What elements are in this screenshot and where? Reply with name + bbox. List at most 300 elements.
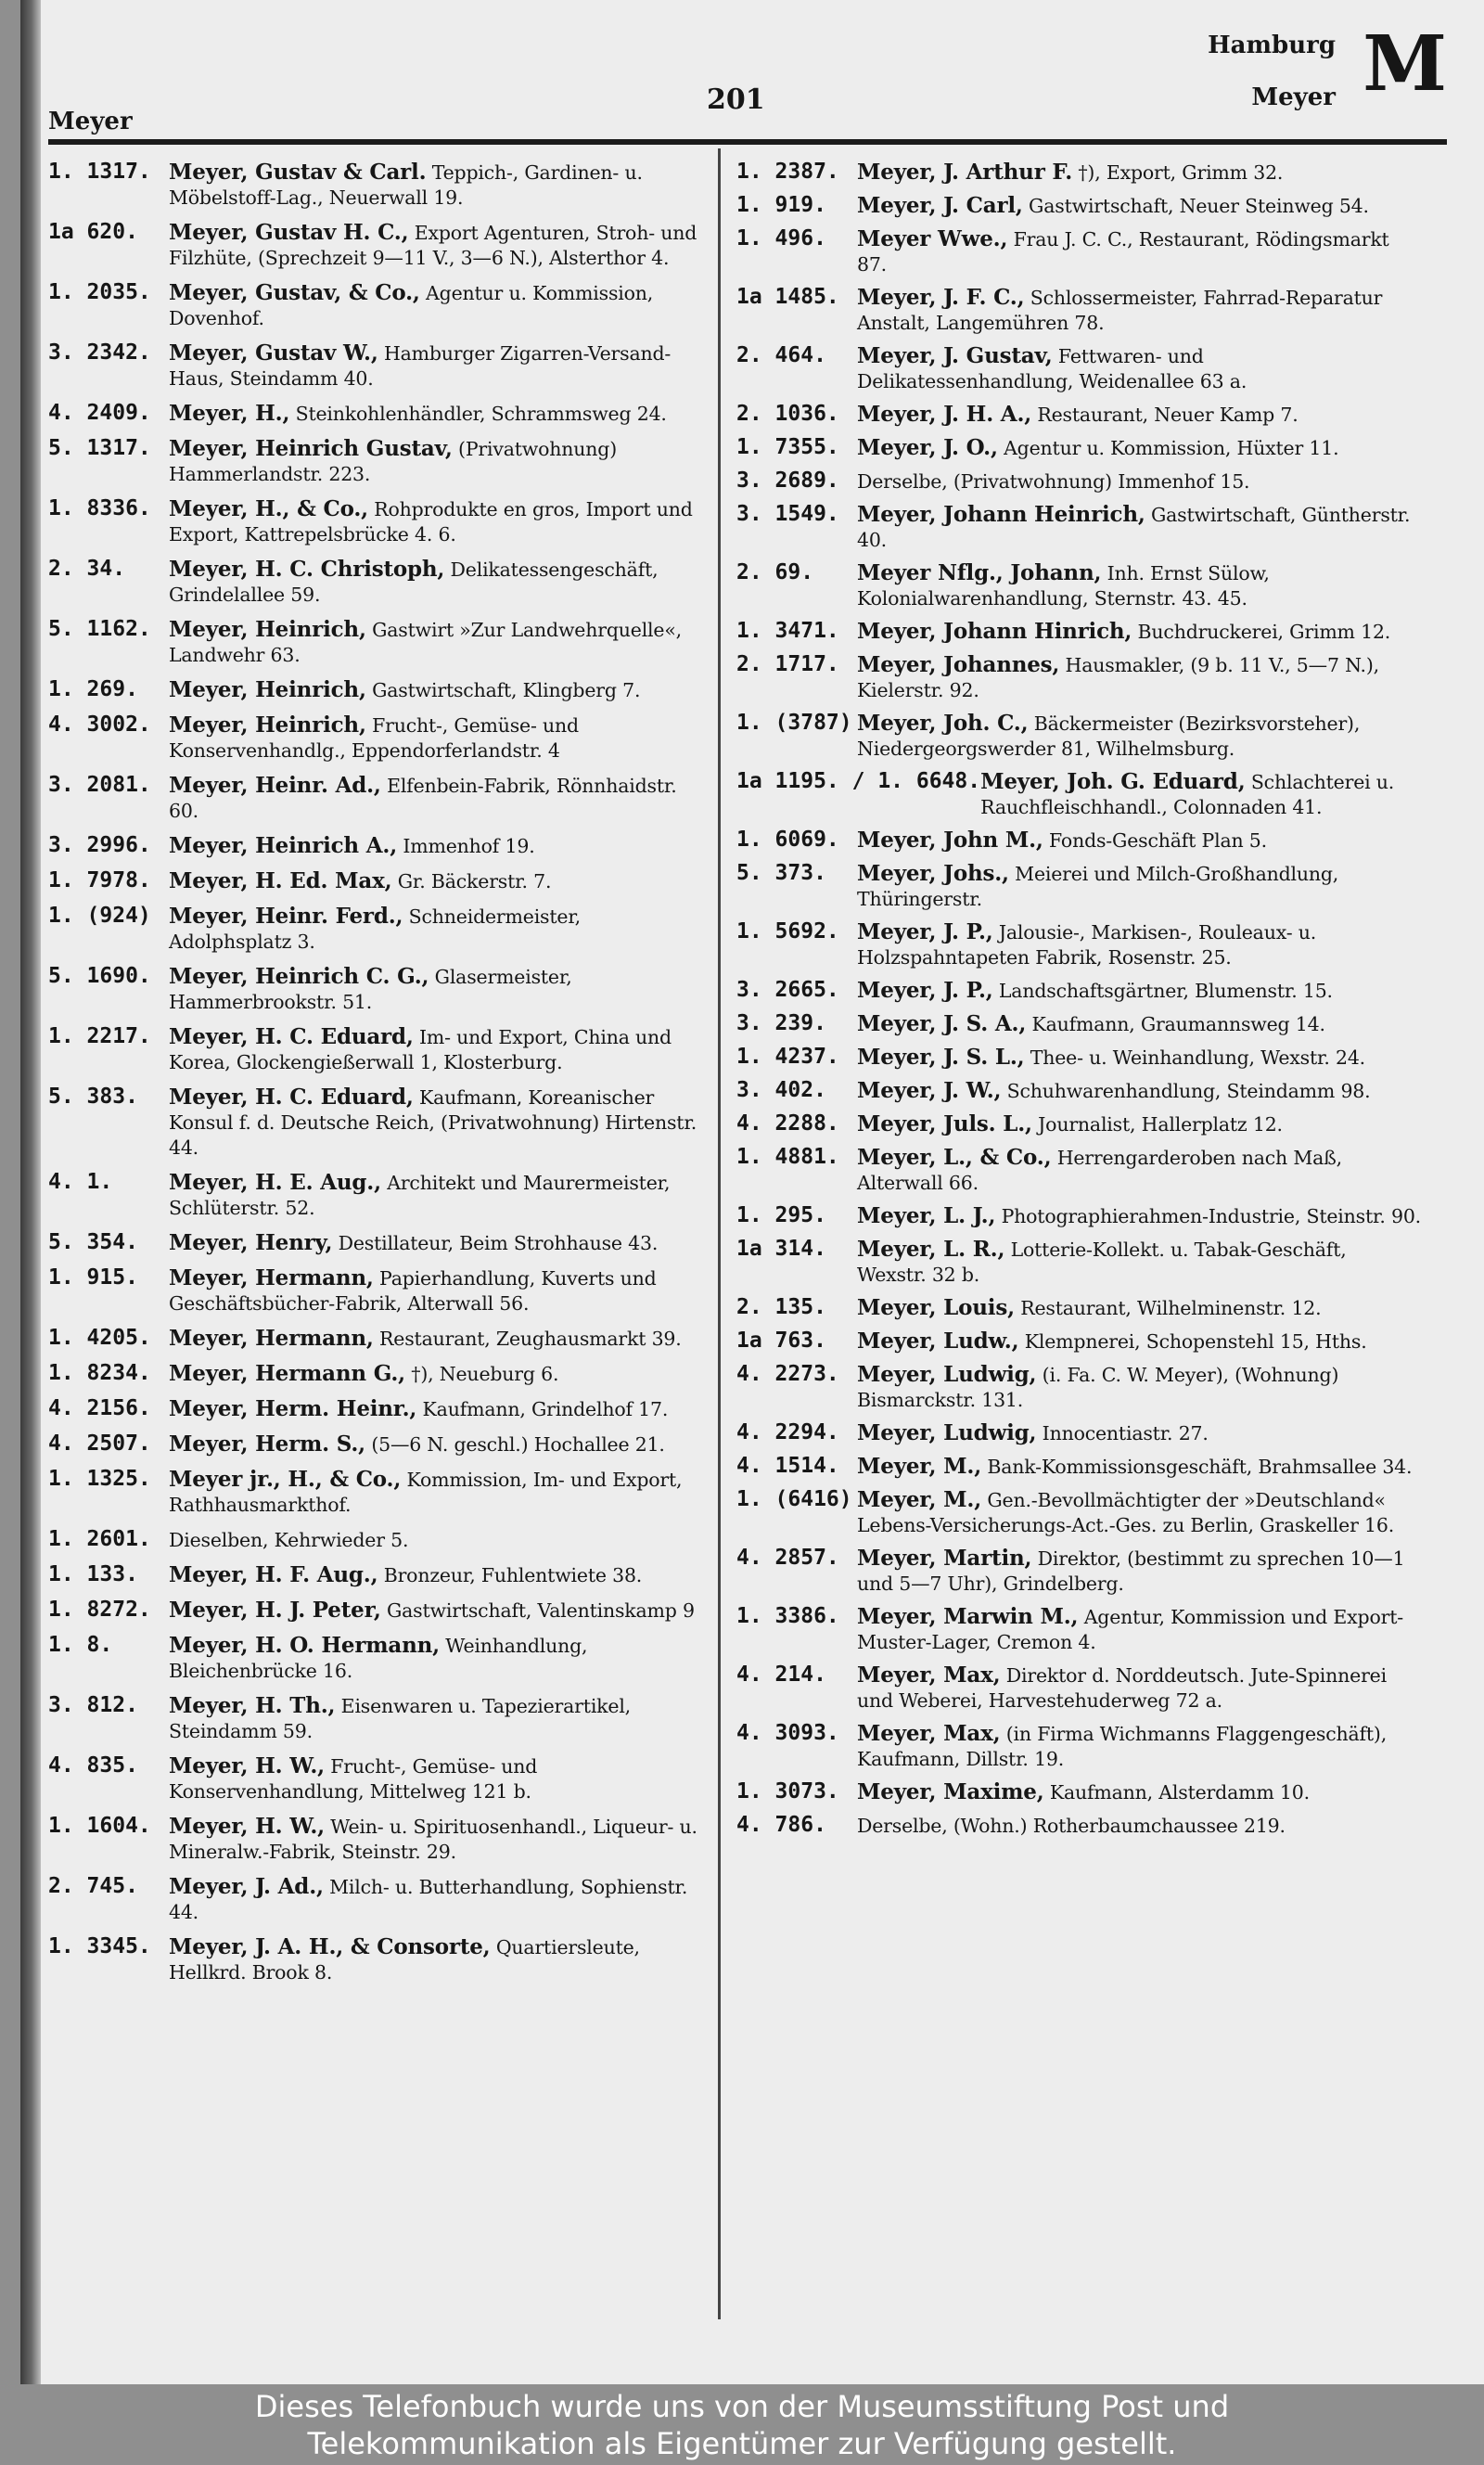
directory-entry [48,1170,697,1221]
phone-number: 1a 620. [48,220,138,244]
phone-number: 1. (3787) [736,711,852,735]
subscriber-name: Meyer, J. S. A., [857,1011,1027,1036]
subscriber-name: Meyer, J. W., [857,1078,1002,1103]
directory-entry [736,1420,1421,1446]
entry-text [857,343,1421,394]
subscriber-details: Derselbe, (Privatwohnung) Immenhof 15. [857,470,1250,493]
subscriber-name: Meyer, L. J., [857,1203,996,1228]
entry-text [169,401,697,427]
entry-text [169,340,697,392]
subscriber-name: Meyer, Ludwig, [857,1362,1037,1387]
subscriber-name: Meyer, Martin, [857,1546,1032,1571]
entry-text [857,978,1421,1004]
phone-number: 1. (6416) [736,1487,852,1511]
phone-number: 1. 7978. [48,868,151,892]
phone-number: 1. 5692. [736,919,839,944]
directory-entry [48,340,697,392]
entry-text [169,1170,697,1221]
entry-text [169,1527,697,1553]
entry-text [857,226,1421,277]
entry-text [857,193,1421,219]
phone-number: 4. 3002. [48,713,151,737]
entry-text [169,1265,697,1316]
directory-entry [736,1045,1421,1071]
subscriber-details: Kaufmann, Graumannsweg 14. [1026,1013,1325,1035]
phone-number: 1. (924) [48,904,151,928]
subscriber-details: Landschaftsgärtner, Blumenstr. 15. [992,980,1333,1002]
subscriber-name: Meyer, Heinr. Ferd., [169,904,403,929]
phone-number: 1a 1485. [736,285,839,309]
phone-number: 3. 1549. [736,502,839,526]
phone-number: 5. 383. [48,1085,138,1109]
phone-number: 1. 2387. [736,160,839,184]
directory-entry [736,1011,1421,1037]
subscriber-name: Meyer, Heinrich C. G., [169,964,429,989]
phone-number: 1. 8. [48,1633,113,1657]
phone-number: 2. 135. [736,1295,826,1319]
entry-text [857,1779,1421,1805]
directory-entry [736,160,1421,186]
phone-number: 3. 812. [48,1693,138,1717]
directory-entry [736,1663,1421,1714]
directory-entry [48,1527,697,1553]
directory-entry [736,1145,1421,1196]
subscriber-details: Bank-Kommissionsgeschäft, Brahmsallee 34. [981,1456,1413,1478]
entry-text [980,769,1421,820]
subscriber-name: Meyer, J. Gustav, [857,343,1053,368]
directory-entry [48,677,697,703]
column-separator [718,148,721,2319]
directory-entry [736,193,1421,219]
subscriber-name: Meyer, Heinrich Gustav, [169,436,453,461]
directory-entry [736,1721,1421,1772]
entry-text [169,1396,697,1422]
entry-text [169,1562,697,1588]
subscriber-details: Journalist, Hallerplatz 12. [1031,1113,1283,1136]
phone-number: 3. 2689. [736,469,839,493]
subscriber-details: Kommission, Im- und Export, Rathhausmarkthof. [169,1469,683,1516]
phone-number: 2. 1717. [736,652,839,676]
entry-text [169,964,697,1015]
subscriber-name: Meyer, Joh. G. Eduard, [980,769,1246,794]
entry-text [857,1663,1421,1714]
entry-text [169,160,697,211]
subscriber-name: Meyer, H. E. Aug., [169,1170,381,1195]
directory-entry [736,1779,1421,1805]
directory-entry [736,919,1421,970]
subscriber-details: †), Export, Grimm 32. [1072,161,1284,184]
entry-text [169,1814,697,1865]
directory-entry [48,1598,697,1624]
subscriber-details: Gr. Bäckerstr. 7. [391,870,552,892]
directory-entry [48,1326,697,1352]
subscriber-details: Agentur u. Kommission, Hüxter 11. [997,437,1339,459]
subscriber-details: Hausmakler, (9 b. 11 V., 5—7 N.), Kielerstr. 92. [857,654,1379,701]
entry-text [169,833,697,859]
entry-text [857,1362,1421,1413]
entry-text [857,1454,1421,1480]
subscriber-name: Meyer, Johs., [857,861,1009,886]
phone-number: 1. 295. [736,1203,826,1227]
subscriber-details: Delikatessengeschäft, Grindelallee 59. [169,558,659,606]
directory-entry [48,1024,697,1075]
subscriber-details: Gastwirtschaft, Neuer Steinweg 54. [1022,195,1369,217]
directory-entry [48,220,697,271]
phone-number: 5. 1317. [48,436,151,460]
phone-number: 1. 496. [736,226,826,250]
subscriber-details: Kaufmann, Grindelhof 17. [416,1398,669,1420]
entry-text [857,469,1421,494]
phone-number: 1. 4237. [736,1045,839,1069]
phone-number: 4. 2507. [48,1431,151,1456]
subscriber-name: Meyer, H., & Co., [169,496,368,521]
subscriber-details: Meierei und Milch-Großhandlung, Thüringerstr. [857,863,1339,910]
directory-entry [736,502,1421,553]
entry-text [857,861,1421,912]
directory-entry [48,617,697,668]
entry-text [169,1361,697,1387]
subscriber-name: Meyer, H. W., [169,1753,325,1778]
subscriber-name: Meyer, Max, [857,1721,1001,1746]
subscriber-details: Restaurant, Zeughausmarkt 39. [373,1328,682,1350]
phone-number: 1. 4205. [48,1326,151,1350]
attribution-line-2: Telekommunikation als Eigentümer zur Verfügung gestellt. [307,2426,1177,2461]
entry-text [169,1467,697,1518]
phone-number: 2. 745. [48,1874,138,1898]
subscriber-name: Meyer, Gustav H. C., [169,220,409,245]
entry-text [857,560,1421,611]
subscriber-details: Buchdruckerei, Grimm 12. [1132,621,1391,643]
entry-text [857,619,1421,645]
phone-number: 4. 2288. [736,1111,839,1136]
subscriber-details: Hamburger Zigarren-Versand-Haus, Steindamm 40. [169,342,672,390]
directory-entry [48,496,697,547]
directory-entry [48,904,697,955]
subscriber-name: Meyer, Juls. L., [857,1111,1032,1136]
phone-number: 1. 2035. [48,280,151,304]
phone-number: 4. 214. [736,1663,826,1687]
subscriber-details: Im- und Export, China und Korea, Glockengießerwall 1, Klosterburg. [169,1026,672,1073]
subscriber-name: Meyer, Hermann, [169,1326,374,1351]
directory-entry [48,1874,697,1925]
entry-text [169,1633,697,1684]
subscriber-details: (in Firma Wichmanns Flaggengeschäft), Kaufmann, Dillstr. 19. [857,1723,1388,1770]
directory-entry [736,343,1421,394]
subscriber-details: Lotterie-Kollekt. u. Tabak-Geschäft, Wexstr. 32 b. [857,1239,1347,1286]
subscriber-details: Fonds-Geschäft Plan 5. [1043,829,1267,852]
subscriber-details: Photographierahmen-Industrie, Steinstr. 90. [995,1205,1421,1227]
subscriber-name: Meyer, J. Arthur F. [857,160,1073,185]
directory-entry [48,1085,697,1161]
phone-number: 1. 3471. [736,619,839,643]
subscriber-details: Restaurant, Wilhelminenstr. 12. [1014,1297,1322,1319]
directory-entry [736,1237,1421,1288]
subscriber-details: Frucht-, Gemüse- und Konservenhandlung, Mittelweg 121 b. [169,1755,538,1803]
entry-text [857,1546,1421,1597]
phone-number: 1. 1317. [48,160,151,184]
subscriber-name: Meyer, H. W., [169,1814,325,1839]
subscriber-name: Meyer, Joh. C., [857,711,1029,736]
entry-text [857,285,1421,336]
subscriber-name: Meyer, L., & Co., [857,1145,1052,1170]
phone-number: 1. 4881. [736,1145,839,1169]
directory-entry [736,861,1421,912]
subscriber-details: Glasermeister, Hammerbrookstr. 51. [169,966,572,1013]
phone-number: 4. 1514. [736,1454,839,1478]
entry-text [169,1598,697,1624]
directory-entry [48,1361,697,1387]
entry-text [857,435,1421,461]
phone-number: 1. 8234. [48,1361,151,1385]
directory-entry [736,769,1421,820]
subscriber-name: Meyer, Johannes, [857,652,1060,677]
phone-number: 2. 464. [736,343,826,367]
phone-number: 1. 1325. [48,1467,151,1491]
subscriber-details: (Privatwohnung) Hammerlandstr. 223. [169,438,618,485]
subscriber-details: Thee- u. Weinhandlung, Wexstr. 24. [1024,1046,1365,1069]
entry-text [857,1045,1421,1071]
phone-number: 1a 763. [736,1329,826,1353]
phone-number: 4. 786. [736,1813,826,1837]
subscriber-name: Meyer, J. Ad., [169,1874,324,1899]
subscriber-details: Schuhwarenhandlung, Steindamm 98. [1001,1080,1371,1102]
subscriber-details: Schlachterei u. Rauchfleischhandl., Colonnaden 41. [980,771,1395,818]
phone-number: 1. 3073. [736,1779,839,1804]
subscriber-details: Export Agenturen, Stroh- und Filzhüte, (Sprechzeit 9—11 V., 3—6 N.), Alsterthor 4. [169,222,697,269]
entry-text [857,1295,1421,1321]
directory-entry [736,226,1421,277]
subscriber-details: Fettwaren- und Delikatessenhandlung, Weidenallee 63 a. [857,345,1247,392]
directory-entry [48,1633,697,1684]
directory-entry [736,1487,1421,1538]
running-head-city: Hamburg [1208,32,1336,59]
phone-number: 1. 1604. [48,1814,151,1838]
phone-number: 1. 2217. [48,1024,151,1048]
entry-text [857,1111,1421,1137]
entry-text [169,677,697,703]
subscriber-details: Wein- u. Spirituosenhandl., Liqueur- u. Mineralw.-Fabrik, Steinstr. 29. [169,1816,697,1863]
subscriber-details: Agentur, Kommission und Export-Muster-Lager, Cremon 4. [857,1606,1403,1653]
phone-number: 2. 34. [48,557,126,581]
phone-number: 1. 919. [736,193,826,217]
subscriber-details: Bronzeur, Fuhlentwiete 38. [377,1564,643,1586]
subscriber-details: Frau J. C. C., Restaurant, Rödingsmarkt 87. [857,228,1389,276]
phone-number: 1. 915. [48,1265,138,1290]
directory-entry [736,285,1421,336]
section-letter: M [1362,19,1447,109]
entry-text [857,1487,1421,1538]
phone-number: 3. 2081. [48,773,151,797]
subscriber-name: Meyer, J. F. C., [857,285,1025,310]
subscriber-name: Meyer, Johann Hinrich, [857,619,1132,644]
subscriber-name: Meyer, H. F. Aug., [169,1562,378,1587]
directory-entry [48,401,697,427]
page-number: 201 [707,83,765,116]
directory-entry [736,560,1421,611]
entry-text [169,1753,697,1804]
subscriber-details: Papierhandlung, Kuverts und Geschäftsbücher-Fabrik, Alterwall 56. [169,1267,657,1315]
directory-entry [48,773,697,824]
phone-number: 2. 69. [736,560,814,584]
directory-entry [48,1265,697,1316]
entry-text [169,1874,697,1925]
phone-number: 4. 2409. [48,401,151,425]
phone-number: 4. 2857. [736,1546,839,1570]
subscriber-name: Meyer, H. C. Eduard, [169,1085,414,1110]
subscriber-details: Destillateur, Beim Strohhause 43. [332,1232,659,1254]
directory-entry [736,1454,1421,1480]
right-column [736,147,1421,1839]
subscriber-name: Meyer, Henry, [169,1230,333,1255]
subscriber-name: Meyer, Herm. Heinr., [169,1396,417,1421]
attribution-footer [0,2384,1484,2465]
subscriber-name: Meyer, John M., [857,828,1043,853]
subscriber-name: Meyer, J. O., [857,435,998,460]
directory-entry [736,435,1421,461]
subscriber-details: Quartiersleute, Hellkrd. Brook 8. [169,1936,640,1984]
subscriber-details: Weinhandlung, Bleichenbrücke 16. [169,1635,588,1682]
directory-entry [736,828,1421,854]
directory-entry [736,1546,1421,1597]
phone-number: 1. 133. [48,1562,138,1586]
attribution-line-1: Dieses Telefonbuch wurde uns von der Museumsstiftung Post und [254,2389,1230,2424]
subscriber-details: Innocentiastr. 27. [1036,1422,1209,1444]
subscriber-name: Meyer Wwe., [857,226,1008,251]
directory-entry [736,652,1421,703]
subscriber-details: †), Neueburg 6. [404,1363,559,1385]
directory-entry [736,1203,1421,1229]
phone-number: 1. 7355. [736,435,839,459]
subscriber-name: Meyer, J. P., [857,978,993,1003]
directory-entry [48,1230,697,1256]
subscriber-details: Gastwirtschaft, Güntherstr. 40. [857,504,1411,551]
subscriber-details: Frucht-, Gemüse- und Konservenhandlg., Eppendorferlandstr. 4 [169,714,579,762]
phone-number: 4. 2156. [48,1396,151,1420]
subscriber-details: Herrengarderoben nach Maß, Alterwall 66. [857,1147,1342,1194]
directory-entry [48,1396,697,1422]
phone-number: 5. 1690. [48,964,151,988]
phone-number: 4. 3093. [736,1721,839,1745]
entry-text [857,402,1421,428]
entry-text [857,1813,1421,1839]
subscriber-name: Meyer, H. J. Peter, [169,1598,381,1623]
directory-entry [736,1813,1421,1839]
directory-entry [48,1753,697,1804]
left-column [48,147,697,1985]
phone-number: 3. 2665. [736,978,839,1002]
entry-text [857,1721,1421,1772]
entry-text [169,280,697,331]
subscriber-details: Gen.-Bevollmächtigter der »Deutschland« Lebens-Versicherungs-Act.-Ges. zu Berlin, Graskeller 16. [857,1489,1395,1536]
subscriber-details: Schneidermeister, Adolphsplatz 3. [169,905,581,953]
directory-entry [736,1295,1421,1321]
entry-text [169,1934,697,1985]
entry-text [169,773,697,824]
subscriber-name: Meyer, Heinrich, [169,713,366,738]
phone-number: 1a 314. [736,1237,826,1261]
header-rule [48,139,1447,145]
subscriber-name: Meyer, M., [857,1454,982,1479]
subscriber-details: Kaufmann, Koreanischer Konsul f. d. Deutsche Reich, (Privatwohnung) Hirtenstr. 44. [169,1086,697,1159]
subscriber-name: Meyer, H. C. Eduard, [169,1024,414,1049]
entry-text [169,1085,697,1161]
subscriber-details: Teppich-, Gardinen- u. Möbelstoff-Lag., Neuerwall 19. [169,161,643,209]
phone-number: 2. 1036. [736,402,839,426]
phone-number: 4. 835. [48,1753,138,1778]
entry-text [169,713,697,764]
directory-entry [736,1362,1421,1413]
entry-text [169,496,697,547]
subscriber-name: Meyer, Gustav W., [169,340,378,366]
subscriber-details: Kaufmann, Alsterdamm 10. [1043,1781,1310,1804]
directory-entry [736,469,1421,494]
directory-entry [736,619,1421,645]
subscriber-name: Meyer, Gustav & Carl. [169,160,427,185]
subscriber-details: Architekt und Maurermeister, Schlüterstr. 52. [169,1172,671,1219]
subscriber-name: Meyer, Louis, [857,1295,1015,1320]
entry-text [857,1078,1421,1104]
subscriber-name: Meyer, Marwin M., [857,1604,1079,1629]
subscriber-details: Derselbe, (Wohn.) Rotherbaumchaussee 219. [857,1815,1286,1837]
directory-entry [736,1329,1421,1354]
subscriber-details: Schlossermeister, Fahrrad-Reparatur Anstalt, Langemühren 78. [857,287,1383,334]
subscriber-name: Meyer, H. Th., [169,1693,336,1718]
subscriber-name: Meyer, J. Carl, [857,193,1023,218]
subscriber-details: Inh. Ernst Sülow, Kolonialwarenhandlung, Sternstr. 43. 45. [857,562,1270,610]
entry-text [857,160,1421,186]
subscriber-details: Bäckermeister (Bezirksvorsteher), Niedergeorgswerder 81, Wilhelmsburg. [857,713,1361,760]
directory-entry [736,402,1421,428]
running-head-right: Meyer [1251,83,1336,111]
subscriber-name: Meyer, Heinr. Ad., [169,773,381,798]
directory-entry [736,711,1421,762]
directory-entry [48,833,697,859]
subscriber-details: Elfenbein-Fabrik, Rönnhaidstr. 60. [169,775,677,822]
subscriber-name: Meyer, J. A. H., & Consorte, [169,1934,491,1959]
directory-entry [736,1604,1421,1655]
entry-text [857,1145,1421,1196]
directory-entry [48,1431,697,1457]
subscriber-name: Meyer, Heinrich, [169,677,366,702]
entry-text [169,1230,697,1256]
subscriber-details: Gastwirtschaft, Valentinskamp 9 [380,1599,695,1622]
phone-number: 4. 2294. [736,1420,839,1444]
subscriber-name: Meyer, Ludwig, [857,1420,1037,1445]
phone-number: 4. 2273. [736,1362,839,1386]
subscriber-name: Meyer, Max, [857,1663,1001,1688]
running-head-left: Meyer [48,108,133,135]
entry-text [857,1203,1421,1229]
subscriber-details: Eisenwaren u. Tapezierartikel, Steindamm 59. [169,1695,631,1742]
subscriber-details: Steinkohlenhändler, Schrammsweg 24. [289,403,667,425]
phone-number: 3. 2996. [48,833,151,857]
directory-entry [48,868,697,894]
subscriber-name: Meyer, H. Ed. Max, [169,868,392,893]
entry-text [857,652,1421,703]
entry-text [857,1420,1421,1446]
page-header [48,19,1447,139]
entry-text [857,1329,1421,1354]
entry-text [169,557,697,608]
phone-number: 3. 402. [736,1078,826,1102]
entry-text [857,502,1421,553]
subscriber-details: (i. Fa. C. W. Meyer), (Wohnung) Bismarckstr. 131. [857,1364,1339,1411]
phone-number: 1. 6069. [736,828,839,852]
phone-number: 1a 1195. / 1. 6648. [736,769,981,793]
subscriber-details: Klempnerei, Schopenstehl 15, Hths. [1018,1330,1367,1353]
entry-text [169,1431,697,1457]
subscriber-details: Gastwirt »Zur Landwehrquelle«, Landwehr 63. [169,619,683,666]
